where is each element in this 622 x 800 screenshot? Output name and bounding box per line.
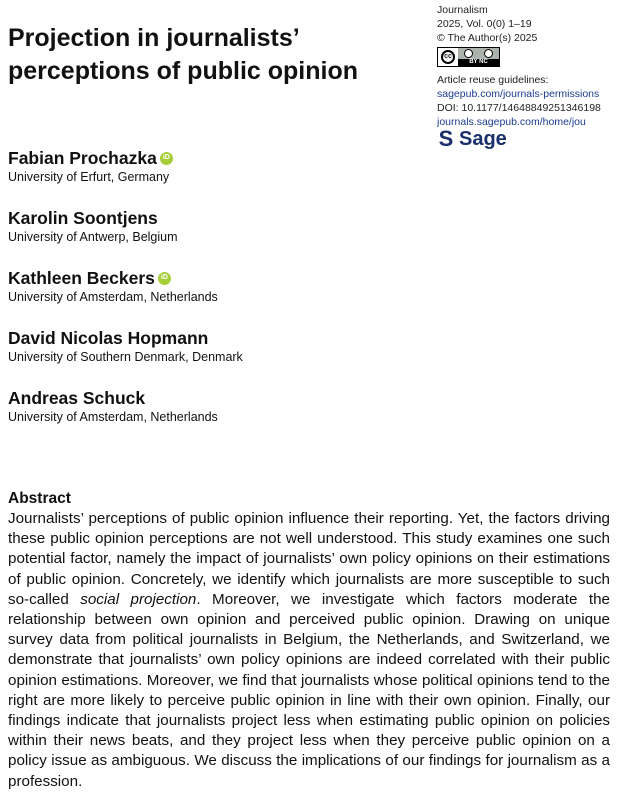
sage-icon: S: [438, 126, 454, 151]
license-text: BY NC: [458, 59, 499, 66]
article-title: Projection in journalists’ perceptions of public opinion: [8, 24, 358, 85]
by-icon: [464, 49, 473, 58]
author-entry: [8, 267, 408, 327]
author-entry: [8, 207, 408, 267]
abstract-text: [8, 509, 610, 792]
author-affiliation: University of Erfurt, Germany: [8, 170, 170, 184]
reuse-label: Article reuse guidelines:: [437, 74, 549, 86]
abstract-text-part-1: Journalists’ perceptions of public opinion influence their reporting. Yet, the factors driving these public opinion perceptions are not well understood. This study examines one such potential factor, namely the impact of journalists’ own policy opinions on their estimations of public opinion. Concretely, we identify which journalists are more susceptible to such so-called: [8, 510, 610, 608]
author-name: Karolin Soontjens: [8, 208, 158, 228]
author-name: David Nicolas Hopmann: [8, 328, 209, 348]
author-entry: [8, 147, 408, 207]
orcid-icon[interactable]: iD: [160, 152, 173, 165]
abstract-italic-term: social projection: [80, 590, 197, 608]
author-affiliation: University of Amsterdam, Netherlands: [8, 410, 218, 424]
author-name: Fabian Prochazka: [8, 148, 157, 168]
journal-name: Journalism: [437, 4, 488, 16]
orcid-icon[interactable]: iD: [158, 272, 171, 285]
author-name: Kathleen Beckers: [8, 268, 155, 288]
cc-icon: cc: [441, 50, 455, 64]
author-name: Andreas Schuck: [8, 388, 146, 408]
author-affiliation: University of Amsterdam, Netherlands: [8, 290, 218, 304]
author-list: [8, 147, 408, 447]
publisher-logo: [437, 126, 621, 151]
author-affiliation: University of Antwerp, Belgium: [8, 230, 178, 244]
reuse-link[interactable]: sagepub.com/journals-permissions: [437, 88, 600, 100]
author-entry: [8, 327, 408, 387]
cc-license-badge[interactable]: [437, 47, 500, 67]
journal-home-link[interactable]: journals.sagepub.com/home/jou: [437, 116, 586, 128]
abstract-text-part-2: . Moreover, we investigate which factors moderate the relationship between own opinion and perceived public opinion. Drawing on unique survey data from political journalists in Belgium, the Netherlands, and Switzerland, we demonstrate that journalists’ own policy opinions are indeed correlated with their public opinion estimations. Moreover, we find that journalists whose political opinions tend to the right are more likely to perceive public opinion in line with their own opinion. Finally, our findings indicate that journalists project less when estimating public opinion on policies within their news beats, and they project less when they perceive public opinion on a policy issue as ambiguous. We discuss the implications of our findings for journalism as a profession.: [8, 590, 610, 790]
author-entry: [8, 387, 408, 447]
copyright-line: © The Author(s) 2025: [437, 32, 538, 44]
journal-meta: [437, 3, 621, 151]
publisher-name: Sage: [459, 128, 507, 150]
author-affiliation: University of Southern Denmark, Denmark: [8, 350, 243, 364]
volume-line: 2025, Vol. 0(0) 1–19: [437, 18, 532, 30]
nc-icon: [484, 49, 493, 58]
abstract-section: [8, 489, 610, 792]
abstract-heading: Abstract: [8, 490, 71, 507]
doi-line: DOI: 10.1177/14648849251346198: [437, 102, 601, 114]
